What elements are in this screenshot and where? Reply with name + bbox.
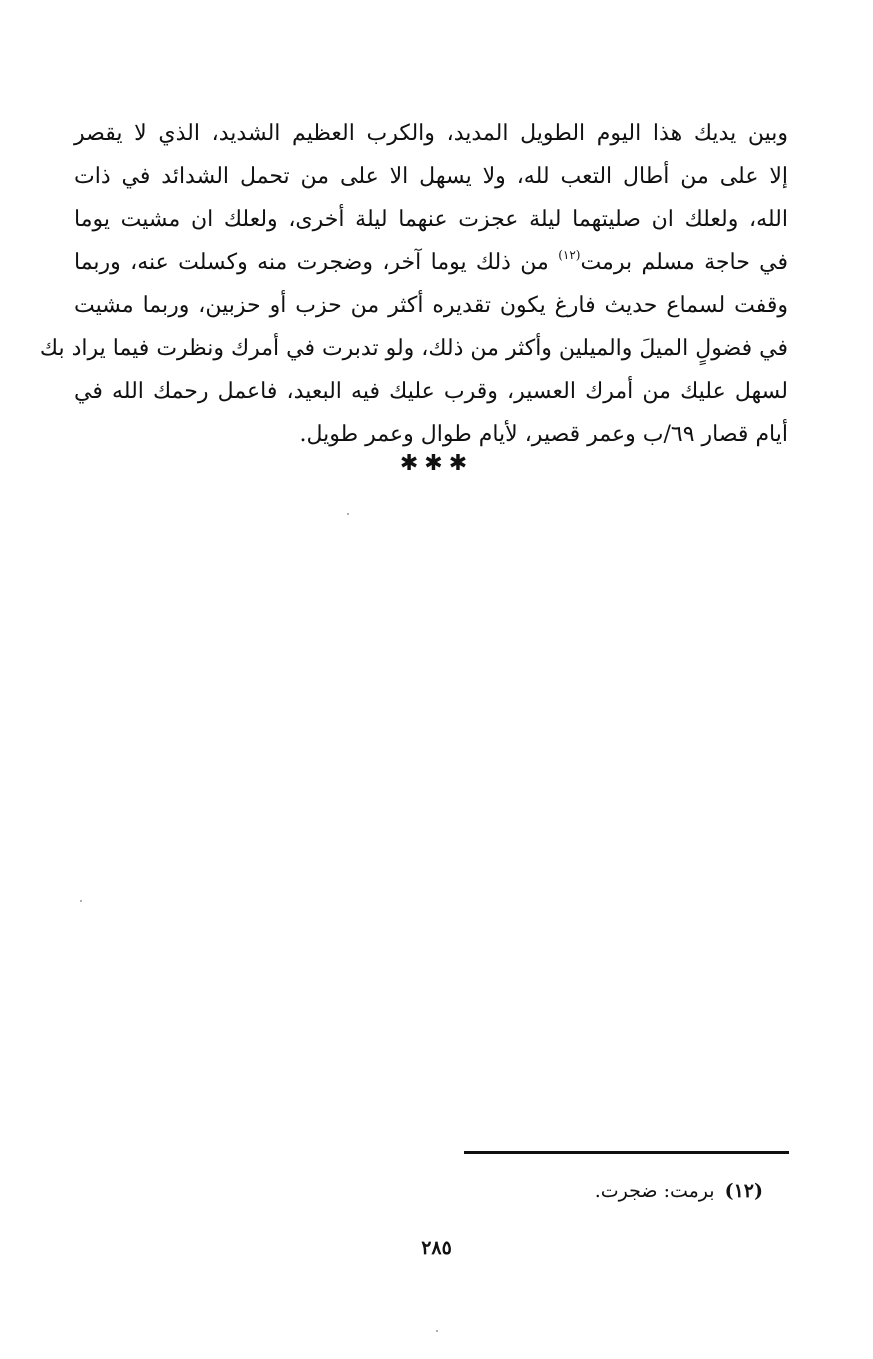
- text-line: الله، ولعلك ان صليتهما ليلة عجزت عنهما ليلة أخرى، ولعلك ان مشيت يوما: [74, 207, 788, 232]
- text-line: [74, 241, 788, 284]
- footnote-number: (١٢): [724, 1180, 763, 1202]
- footnote-text: برمت: ضجرت.: [594, 1180, 715, 1202]
- text-line-part: من ذلك يوما آخر، وضجرت منه وكسلت عنه، وربما: [74, 250, 549, 275]
- page-number: ٢٨٥: [421, 1237, 452, 1259]
- section-separator: ✱✱✱: [399, 451, 474, 476]
- scan-speck: [436, 1330, 438, 1332]
- scan-speck: [80, 900, 82, 902]
- text-line: لسهل عليك من أمرك العسير، وقرب عليك فيه البعيد، فاعمل رحمك الله في: [74, 379, 788, 404]
- text-line: إلا على من أطال التعب لله، ولا يسهل الا على من تحمل الشدائد في ذات: [74, 164, 788, 189]
- footnote-reference: (١٢): [558, 248, 581, 262]
- footnote: [595, 1180, 763, 1202]
- scan-speck: [347, 513, 349, 515]
- text-line: في فضولٍ الميلَ والميلين وأكثر من ذلك، ولو تدبرت في أمرك ونظرت فيما يراد بك: [39, 336, 788, 361]
- text-line: وقفت لسماع حديث فارغ يكون تقديره أكثر من حزب أو حزبين، وربما مشيت: [74, 293, 788, 318]
- main-text-block: [39, 112, 788, 456]
- footnote-divider: [464, 1151, 789, 1154]
- text-line-part: في حاجة مسلم برمت: [580, 250, 788, 275]
- text-line: أيام قصار ٦٩/ب وعمر قصير، لأيام طوال وعمر طويل.: [299, 422, 788, 447]
- text-line: وبين يديك هذا اليوم الطويل المديد، والكرب العظيم الشديد، الذي لا يقصر: [74, 121, 788, 146]
